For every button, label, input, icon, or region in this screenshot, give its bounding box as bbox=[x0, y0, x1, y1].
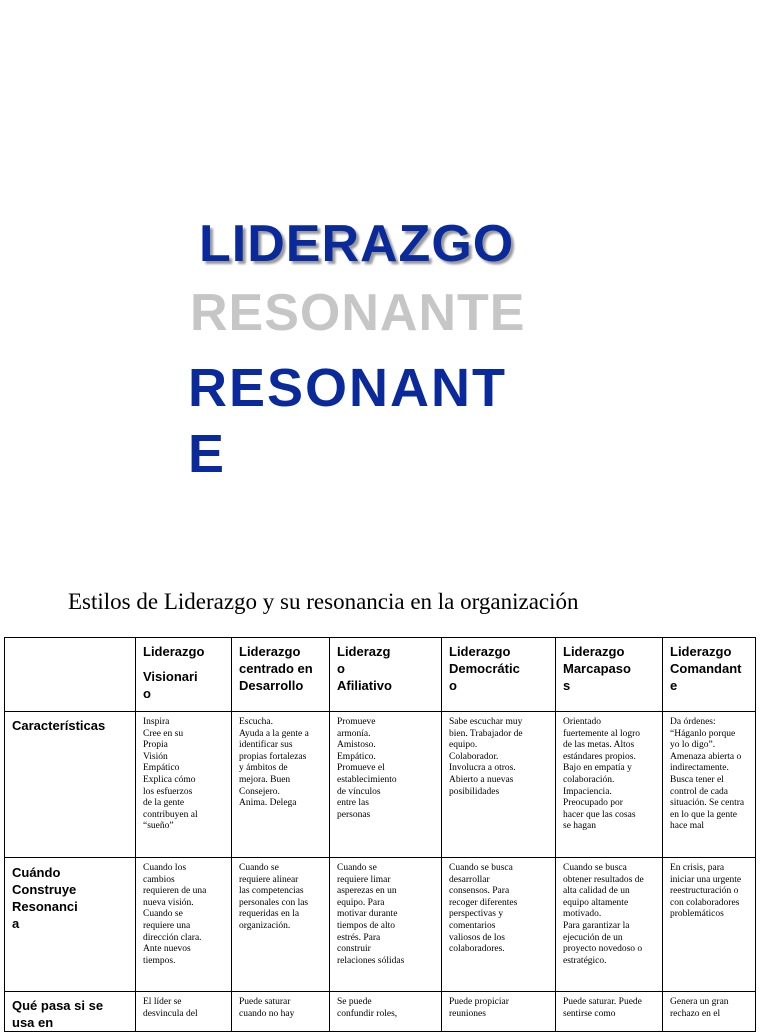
table-cell: Puede propiciar reuniones bbox=[442, 992, 556, 1032]
header-desarrollo: Liderazgo centrado en Desarrollo bbox=[232, 638, 330, 712]
table-caption: Estilos de Liderazgo y su resonancia en la organización bbox=[68, 589, 579, 614]
table-cell: Cuando los cambios requieren de una nueva visión. Cuando se requiere una dirección clara. Ante nuevos tiempos. bbox=[136, 858, 232, 992]
row-label: Cuándo Construye Resonanci a bbox=[5, 858, 136, 992]
table-cell: Cuando se busca desarrollar consensos. Para recoger diferentes perspectivas y comentarios valiosos de los colaboradores. bbox=[442, 858, 556, 992]
title-liderazgo: LIDERAZGO bbox=[199, 215, 515, 273]
table-header-row bbox=[5, 638, 756, 712]
table-cell: Inspira Cree en su Propia Visión Empático Explica cómo los esfuerzos de la gente contribuyen al “sueño” bbox=[136, 712, 232, 858]
table-cell: En crisis, para iniciar una urgente reestructuración o con colaboradores problemáticos bbox=[663, 858, 756, 992]
header-comandante: Liderazgo Comandant e bbox=[663, 638, 756, 712]
title-resonante: RESONANT E bbox=[188, 358, 508, 484]
title-resonante-shadow: RESONANTE bbox=[190, 284, 526, 342]
table-cell: Cuando se busca obtener resultados de alta calidad de un equipo altamente motivado. Para garantizar la ejecución de un proyecto novedoso o estratégico. bbox=[556, 858, 663, 992]
table-row bbox=[5, 992, 756, 1032]
table-cell: Puede saturar. Puede sentirse como bbox=[556, 992, 663, 1032]
table-cell: Sabe escuchar muy bien. Trabajador de equipo. Colaborador. Involucra a otros. Abierto a nuevas posibilidades bbox=[442, 712, 556, 858]
leadership-styles-table bbox=[4, 637, 756, 1032]
corner-cell bbox=[5, 638, 136, 712]
table-cell: El líder se desvincula del bbox=[136, 992, 232, 1032]
table-cell: Genera un gran rechazo en el bbox=[663, 992, 756, 1032]
header-marcapasos: Liderazgo Marcapaso s bbox=[556, 638, 663, 712]
table-row bbox=[5, 858, 756, 992]
table-cell: Se puede confundir roles, bbox=[330, 992, 442, 1032]
header-democratico: Liderazgo Democrátic o bbox=[442, 638, 556, 712]
row-label: Características bbox=[5, 712, 136, 858]
table-cell: Escucha. Ayuda a la gente a identificar sus propias fortalezas y ámbitos de mejora. Buen Consejero. Anima. Delega bbox=[232, 712, 330, 858]
table-cell: Cuando se requiere limar asperezas en un equipo. Para motivar durante tiempos de alto estrés. Para construir relaciones sólidas bbox=[330, 858, 442, 992]
header-visionario: Liderazgo Visionari o bbox=[136, 638, 232, 712]
row-label: Qué pasa si se usa en bbox=[5, 992, 136, 1032]
header-afiliativo: Liderazg o Afiliativo bbox=[330, 638, 442, 712]
table-cell: Da órdenes: “Háganlo porque yo lo digo”. Amenaza abierta o indirectamente. Busca tener el control de cada situación. Se centra en lo que la gente hace mal bbox=[663, 712, 756, 858]
table-cell: Cuando se requiere alinear las competencias personales con las requeridas en la organización. bbox=[232, 858, 330, 992]
table-cell: Puede saturar cuando no hay bbox=[232, 992, 330, 1032]
table-cell: Orientado fuertemente al logro de las metas. Altos estándares propios. Bajo en empatía y colaboración. Impaciencia. Preocupado por hacer que las cosas se hagan bbox=[556, 712, 663, 858]
table-cell: Promueve armonía. Amistoso. Empático. Promueve el establecimiento de vínculos entre las personas bbox=[330, 712, 442, 858]
table-row bbox=[5, 712, 756, 858]
